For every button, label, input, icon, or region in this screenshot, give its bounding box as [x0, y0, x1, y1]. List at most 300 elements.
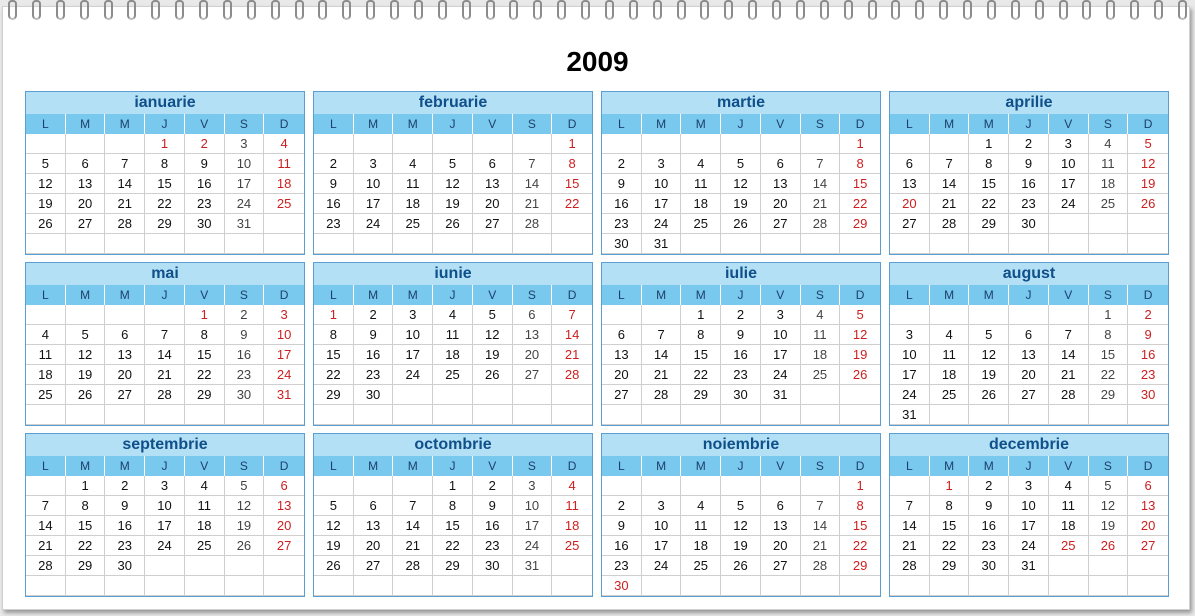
day-cell[interactable]: 11: [433, 325, 473, 345]
day-cell[interactable]: 28: [552, 365, 592, 385]
day-cell[interactable]: 9: [225, 325, 265, 345]
day-cell[interactable]: 20: [761, 536, 801, 556]
day-cell[interactable]: 19: [225, 516, 265, 536]
day-cell[interactable]: 6: [890, 154, 930, 174]
day-cell[interactable]: 10: [264, 325, 304, 345]
day-cell[interactable]: 4: [185, 476, 225, 496]
day-cell[interactable]: 12: [1089, 496, 1129, 516]
day-cell[interactable]: 16: [1128, 345, 1168, 365]
day-cell[interactable]: 14: [105, 174, 145, 194]
day-cell[interactable]: 18: [801, 345, 841, 365]
day-cell[interactable]: 14: [26, 516, 66, 536]
day-cell[interactable]: 1: [66, 476, 106, 496]
day-cell[interactable]: 3: [642, 154, 682, 174]
day-cell[interactable]: 26: [840, 365, 880, 385]
day-cell[interactable]: 22: [185, 365, 225, 385]
day-cell[interactable]: 22: [314, 365, 354, 385]
day-cell[interactable]: 12: [66, 345, 106, 365]
day-cell[interactable]: 1: [433, 476, 473, 496]
day-cell[interactable]: 23: [225, 365, 265, 385]
day-cell[interactable]: 14: [801, 174, 841, 194]
day-cell[interactable]: 18: [681, 536, 721, 556]
day-cell[interactable]: 24: [890, 385, 930, 405]
day-cell[interactable]: 28: [801, 214, 841, 234]
day-cell[interactable]: 9: [105, 496, 145, 516]
day-cell[interactable]: 3: [513, 476, 553, 496]
day-cell[interactable]: 27: [1009, 385, 1049, 405]
day-cell[interactable]: 24: [225, 194, 265, 214]
day-cell[interactable]: 5: [66, 325, 106, 345]
day-cell[interactable]: 24: [642, 556, 682, 576]
day-cell[interactable]: 20: [761, 194, 801, 214]
day-cell[interactable]: 3: [264, 305, 304, 325]
day-cell[interactable]: 2: [225, 305, 265, 325]
day-cell[interactable]: 18: [1089, 174, 1129, 194]
day-cell[interactable]: 8: [681, 325, 721, 345]
day-cell[interactable]: 3: [890, 325, 930, 345]
day-cell[interactable]: 19: [473, 345, 513, 365]
day-cell[interactable]: 13: [105, 345, 145, 365]
day-cell[interactable]: 27: [890, 214, 930, 234]
day-cell[interactable]: 17: [393, 345, 433, 365]
day-cell[interactable]: 7: [105, 154, 145, 174]
day-cell[interactable]: 12: [314, 516, 354, 536]
day-cell[interactable]: 21: [393, 536, 433, 556]
day-cell[interactable]: 16: [602, 194, 642, 214]
day-cell[interactable]: 22: [1089, 365, 1129, 385]
day-cell[interactable]: 20: [66, 194, 106, 214]
day-cell[interactable]: 3: [225, 134, 265, 154]
day-cell[interactable]: 3: [354, 154, 394, 174]
day-cell[interactable]: 7: [801, 154, 841, 174]
day-cell[interactable]: 14: [145, 345, 185, 365]
day-cell[interactable]: 27: [354, 556, 394, 576]
day-cell[interactable]: 2: [602, 496, 642, 516]
day-cell[interactable]: 13: [473, 174, 513, 194]
day-cell[interactable]: 28: [890, 556, 930, 576]
day-cell[interactable]: 10: [354, 174, 394, 194]
day-cell[interactable]: 5: [1089, 476, 1129, 496]
day-cell[interactable]: 31: [264, 385, 304, 405]
day-cell[interactable]: 2: [354, 305, 394, 325]
day-cell[interactable]: 12: [721, 516, 761, 536]
day-cell[interactable]: 29: [145, 214, 185, 234]
day-cell[interactable]: 2: [1009, 134, 1049, 154]
day-cell[interactable]: 24: [145, 536, 185, 556]
day-cell[interactable]: 13: [890, 174, 930, 194]
day-cell[interactable]: 28: [105, 214, 145, 234]
day-cell[interactable]: 21: [930, 194, 970, 214]
day-cell[interactable]: 10: [393, 325, 433, 345]
day-cell[interactable]: 20: [264, 516, 304, 536]
day-cell[interactable]: 6: [264, 476, 304, 496]
day-cell[interactable]: 18: [393, 194, 433, 214]
day-cell[interactable]: 11: [801, 325, 841, 345]
day-cell[interactable]: 17: [225, 174, 265, 194]
day-cell[interactable]: 10: [513, 496, 553, 516]
day-cell[interactable]: 29: [1089, 385, 1129, 405]
day-cell[interactable]: 15: [930, 516, 970, 536]
day-cell[interactable]: 15: [681, 345, 721, 365]
day-cell[interactable]: 6: [1009, 325, 1049, 345]
day-cell[interactable]: 24: [354, 214, 394, 234]
day-cell[interactable]: 21: [26, 536, 66, 556]
day-cell[interactable]: 24: [1049, 194, 1089, 214]
day-cell[interactable]: 4: [801, 305, 841, 325]
day-cell[interactable]: 3: [1049, 134, 1089, 154]
day-cell[interactable]: 31: [642, 234, 682, 254]
day-cell[interactable]: 2: [602, 154, 642, 174]
day-cell[interactable]: 8: [433, 496, 473, 516]
day-cell[interactable]: 19: [314, 536, 354, 556]
day-cell[interactable]: 8: [1089, 325, 1129, 345]
day-cell[interactable]: 27: [1128, 536, 1168, 556]
day-cell[interactable]: 12: [721, 174, 761, 194]
day-cell[interactable]: 20: [602, 365, 642, 385]
day-cell[interactable]: 12: [473, 325, 513, 345]
day-cell[interactable]: 21: [145, 365, 185, 385]
day-cell[interactable]: 11: [552, 496, 592, 516]
day-cell[interactable]: 7: [642, 325, 682, 345]
day-cell[interactable]: 11: [264, 154, 304, 174]
day-cell[interactable]: 29: [66, 556, 106, 576]
day-cell[interactable]: 12: [225, 496, 265, 516]
day-cell[interactable]: 21: [801, 194, 841, 214]
day-cell[interactable]: 30: [1128, 385, 1168, 405]
day-cell[interactable]: 13: [1128, 496, 1168, 516]
day-cell[interactable]: 5: [26, 154, 66, 174]
day-cell[interactable]: 1: [145, 134, 185, 154]
day-cell[interactable]: 19: [66, 365, 106, 385]
day-cell[interactable]: 17: [1009, 516, 1049, 536]
day-cell[interactable]: 22: [552, 194, 592, 214]
day-cell[interactable]: 19: [840, 345, 880, 365]
day-cell[interactable]: 10: [890, 345, 930, 365]
day-cell[interactable]: 7: [513, 154, 553, 174]
day-cell[interactable]: 2: [314, 154, 354, 174]
day-cell[interactable]: 20: [105, 365, 145, 385]
day-cell[interactable]: 26: [969, 385, 1009, 405]
day-cell[interactable]: 17: [145, 516, 185, 536]
day-cell[interactable]: 20: [1128, 516, 1168, 536]
day-cell[interactable]: 21: [552, 345, 592, 365]
day-cell[interactable]: 16: [225, 345, 265, 365]
day-cell[interactable]: 17: [642, 194, 682, 214]
day-cell[interactable]: 16: [354, 345, 394, 365]
day-cell[interactable]: 24: [642, 214, 682, 234]
day-cell[interactable]: 13: [354, 516, 394, 536]
day-cell[interactable]: 26: [66, 385, 106, 405]
day-cell[interactable]: 4: [393, 154, 433, 174]
day-cell[interactable]: 26: [1128, 194, 1168, 214]
day-cell[interactable]: 31: [1009, 556, 1049, 576]
day-cell[interactable]: 31: [513, 556, 553, 576]
day-cell[interactable]: 6: [105, 325, 145, 345]
day-cell[interactable]: 14: [642, 345, 682, 365]
day-cell[interactable]: 2: [721, 305, 761, 325]
day-cell[interactable]: 28: [26, 556, 66, 576]
day-cell[interactable]: 15: [66, 516, 106, 536]
day-cell[interactable]: 7: [890, 496, 930, 516]
day-cell[interactable]: 5: [314, 496, 354, 516]
day-cell[interactable]: 9: [314, 174, 354, 194]
day-cell[interactable]: 6: [761, 154, 801, 174]
day-cell[interactable]: 25: [393, 214, 433, 234]
day-cell[interactable]: 22: [930, 536, 970, 556]
day-cell[interactable]: 26: [433, 214, 473, 234]
day-cell[interactable]: 4: [26, 325, 66, 345]
day-cell[interactable]: 14: [1049, 345, 1089, 365]
day-cell[interactable]: 16: [602, 536, 642, 556]
day-cell[interactable]: 23: [602, 214, 642, 234]
day-cell[interactable]: 29: [185, 385, 225, 405]
day-cell[interactable]: 4: [1089, 134, 1129, 154]
day-cell[interactable]: 26: [721, 214, 761, 234]
day-cell[interactable]: 13: [66, 174, 106, 194]
day-cell[interactable]: 10: [145, 496, 185, 516]
day-cell[interactable]: 4: [681, 496, 721, 516]
day-cell[interactable]: 26: [721, 556, 761, 576]
day-cell[interactable]: 14: [801, 516, 841, 536]
day-cell[interactable]: 26: [473, 365, 513, 385]
day-cell[interactable]: 22: [840, 194, 880, 214]
day-cell[interactable]: 15: [552, 174, 592, 194]
day-cell[interactable]: 23: [721, 365, 761, 385]
day-cell[interactable]: 5: [721, 496, 761, 516]
day-cell[interactable]: 12: [1128, 154, 1168, 174]
day-cell[interactable]: 10: [1009, 496, 1049, 516]
day-cell[interactable]: 21: [642, 365, 682, 385]
day-cell[interactable]: 28: [930, 214, 970, 234]
day-cell[interactable]: 16: [314, 194, 354, 214]
day-cell[interactable]: 18: [264, 174, 304, 194]
day-cell[interactable]: 16: [969, 516, 1009, 536]
day-cell[interactable]: 27: [761, 556, 801, 576]
day-cell[interactable]: 20: [473, 194, 513, 214]
day-cell[interactable]: 11: [681, 174, 721, 194]
day-cell[interactable]: 12: [969, 345, 1009, 365]
day-cell[interactable]: 23: [354, 365, 394, 385]
day-cell[interactable]: 20: [1009, 365, 1049, 385]
day-cell[interactable]: 17: [513, 516, 553, 536]
day-cell[interactable]: 14: [393, 516, 433, 536]
day-cell[interactable]: 7: [930, 154, 970, 174]
day-cell[interactable]: 24: [264, 365, 304, 385]
day-cell[interactable]: 8: [840, 154, 880, 174]
day-cell[interactable]: 20: [354, 536, 394, 556]
day-cell[interactable]: 18: [930, 365, 970, 385]
day-cell[interactable]: 30: [602, 576, 642, 596]
day-cell[interactable]: 15: [145, 174, 185, 194]
day-cell[interactable]: 27: [473, 214, 513, 234]
day-cell[interactable]: 23: [1009, 194, 1049, 214]
day-cell[interactable]: 25: [185, 536, 225, 556]
day-cell[interactable]: 25: [1089, 194, 1129, 214]
day-cell[interactable]: 29: [314, 385, 354, 405]
day-cell[interactable]: 12: [840, 325, 880, 345]
day-cell[interactable]: 2: [185, 134, 225, 154]
day-cell[interactable]: 23: [105, 536, 145, 556]
day-cell[interactable]: 4: [930, 325, 970, 345]
day-cell[interactable]: 19: [1089, 516, 1129, 536]
day-cell[interactable]: 7: [801, 496, 841, 516]
day-cell[interactable]: 21: [801, 536, 841, 556]
day-cell[interactable]: 6: [602, 325, 642, 345]
day-cell[interactable]: 1: [185, 305, 225, 325]
day-cell[interactable]: 22: [969, 194, 1009, 214]
day-cell[interactable]: 10: [225, 154, 265, 174]
day-cell[interactable]: 25: [1049, 536, 1089, 556]
day-cell[interactable]: 26: [1089, 536, 1129, 556]
day-cell[interactable]: 12: [433, 174, 473, 194]
day-cell[interactable]: 17: [890, 365, 930, 385]
day-cell[interactable]: 1: [552, 134, 592, 154]
day-cell[interactable]: 5: [473, 305, 513, 325]
day-cell[interactable]: 4: [681, 154, 721, 174]
day-cell[interactable]: 11: [26, 345, 66, 365]
day-cell[interactable]: 30: [721, 385, 761, 405]
day-cell[interactable]: 11: [1049, 496, 1089, 516]
day-cell[interactable]: 28: [642, 385, 682, 405]
day-cell[interactable]: 23: [185, 194, 225, 214]
day-cell[interactable]: 21: [1049, 365, 1089, 385]
day-cell[interactable]: 9: [354, 325, 394, 345]
day-cell[interactable]: 19: [1128, 174, 1168, 194]
day-cell[interactable]: 19: [721, 194, 761, 214]
day-cell[interactable]: 15: [969, 174, 1009, 194]
day-cell[interactable]: 19: [969, 365, 1009, 385]
day-cell[interactable]: 24: [761, 365, 801, 385]
day-cell[interactable]: 22: [840, 536, 880, 556]
day-cell[interactable]: 13: [761, 516, 801, 536]
day-cell[interactable]: 17: [1049, 174, 1089, 194]
day-cell[interactable]: 28: [513, 214, 553, 234]
day-cell[interactable]: 11: [681, 516, 721, 536]
day-cell[interactable]: 11: [393, 174, 433, 194]
day-cell[interactable]: 9: [602, 516, 642, 536]
day-cell[interactable]: 27: [602, 385, 642, 405]
day-cell[interactable]: 29: [969, 214, 1009, 234]
day-cell[interactable]: 31: [761, 385, 801, 405]
day-cell[interactable]: 21: [513, 194, 553, 214]
day-cell[interactable]: 9: [969, 496, 1009, 516]
day-cell[interactable]: 6: [513, 305, 553, 325]
day-cell[interactable]: 4: [433, 305, 473, 325]
day-cell[interactable]: 13: [264, 496, 304, 516]
day-cell[interactable]: 22: [66, 536, 106, 556]
day-cell[interactable]: 23: [969, 536, 1009, 556]
day-cell[interactable]: 19: [26, 194, 66, 214]
day-cell[interactable]: 27: [513, 365, 553, 385]
day-cell[interactable]: 25: [433, 365, 473, 385]
day-cell[interactable]: 13: [1009, 345, 1049, 365]
day-cell[interactable]: 8: [930, 496, 970, 516]
day-cell[interactable]: 18: [681, 194, 721, 214]
day-cell[interactable]: 1: [681, 305, 721, 325]
day-cell[interactable]: 30: [105, 556, 145, 576]
day-cell[interactable]: 9: [473, 496, 513, 516]
day-cell[interactable]: 20: [513, 345, 553, 365]
day-cell[interactable]: 8: [969, 154, 1009, 174]
day-cell[interactable]: 31: [890, 405, 930, 425]
day-cell[interactable]: 20: [890, 194, 930, 214]
day-cell[interactable]: 25: [681, 214, 721, 234]
day-cell[interactable]: 8: [314, 325, 354, 345]
day-cell[interactable]: 29: [681, 385, 721, 405]
day-cell[interactable]: 29: [433, 556, 473, 576]
day-cell[interactable]: 7: [1049, 325, 1089, 345]
day-cell[interactable]: 14: [513, 174, 553, 194]
day-cell[interactable]: 1: [840, 134, 880, 154]
day-cell[interactable]: 13: [513, 325, 553, 345]
day-cell[interactable]: 31: [225, 214, 265, 234]
day-cell[interactable]: 6: [473, 154, 513, 174]
day-cell[interactable]: 17: [354, 194, 394, 214]
day-cell[interactable]: 30: [185, 214, 225, 234]
day-cell[interactable]: 22: [145, 194, 185, 214]
day-cell[interactable]: 17: [642, 536, 682, 556]
day-cell[interactable]: 25: [801, 365, 841, 385]
day-cell[interactable]: 5: [721, 154, 761, 174]
day-cell[interactable]: 3: [145, 476, 185, 496]
day-cell[interactable]: 3: [761, 305, 801, 325]
day-cell[interactable]: 11: [185, 496, 225, 516]
day-cell[interactable]: 13: [602, 345, 642, 365]
day-cell[interactable]: 29: [840, 556, 880, 576]
day-cell[interactable]: 4: [264, 134, 304, 154]
day-cell[interactable]: 24: [393, 365, 433, 385]
day-cell[interactable]: 4: [1049, 476, 1089, 496]
day-cell[interactable]: 24: [513, 536, 553, 556]
day-cell[interactable]: 3: [642, 496, 682, 516]
day-cell[interactable]: 8: [185, 325, 225, 345]
day-cell[interactable]: 13: [761, 174, 801, 194]
day-cell[interactable]: 15: [314, 345, 354, 365]
day-cell[interactable]: 16: [473, 516, 513, 536]
day-cell[interactable]: 16: [721, 345, 761, 365]
day-cell[interactable]: 30: [354, 385, 394, 405]
day-cell[interactable]: 7: [393, 496, 433, 516]
day-cell[interactable]: 5: [1128, 134, 1168, 154]
day-cell[interactable]: 6: [66, 154, 106, 174]
day-cell[interactable]: 28: [801, 556, 841, 576]
day-cell[interactable]: 5: [225, 476, 265, 496]
day-cell[interactable]: 26: [26, 214, 66, 234]
day-cell[interactable]: 29: [930, 556, 970, 576]
day-cell[interactable]: 8: [145, 154, 185, 174]
day-cell[interactable]: 6: [1128, 476, 1168, 496]
day-cell[interactable]: 18: [433, 345, 473, 365]
day-cell[interactable]: 28: [393, 556, 433, 576]
day-cell[interactable]: 7: [552, 305, 592, 325]
day-cell[interactable]: 14: [890, 516, 930, 536]
day-cell[interactable]: 3: [393, 305, 433, 325]
day-cell[interactable]: 8: [840, 496, 880, 516]
day-cell[interactable]: 15: [840, 516, 880, 536]
day-cell[interactable]: 30: [969, 556, 1009, 576]
day-cell[interactable]: 16: [185, 174, 225, 194]
day-cell[interactable]: 21: [105, 194, 145, 214]
day-cell[interactable]: 1: [930, 476, 970, 496]
day-cell[interactable]: 9: [1009, 154, 1049, 174]
day-cell[interactable]: 6: [354, 496, 394, 516]
day-cell[interactable]: 10: [642, 516, 682, 536]
day-cell[interactable]: 8: [552, 154, 592, 174]
day-cell[interactable]: 19: [721, 536, 761, 556]
day-cell[interactable]: 17: [761, 345, 801, 365]
day-cell[interactable]: 16: [1009, 174, 1049, 194]
day-cell[interactable]: 15: [433, 516, 473, 536]
